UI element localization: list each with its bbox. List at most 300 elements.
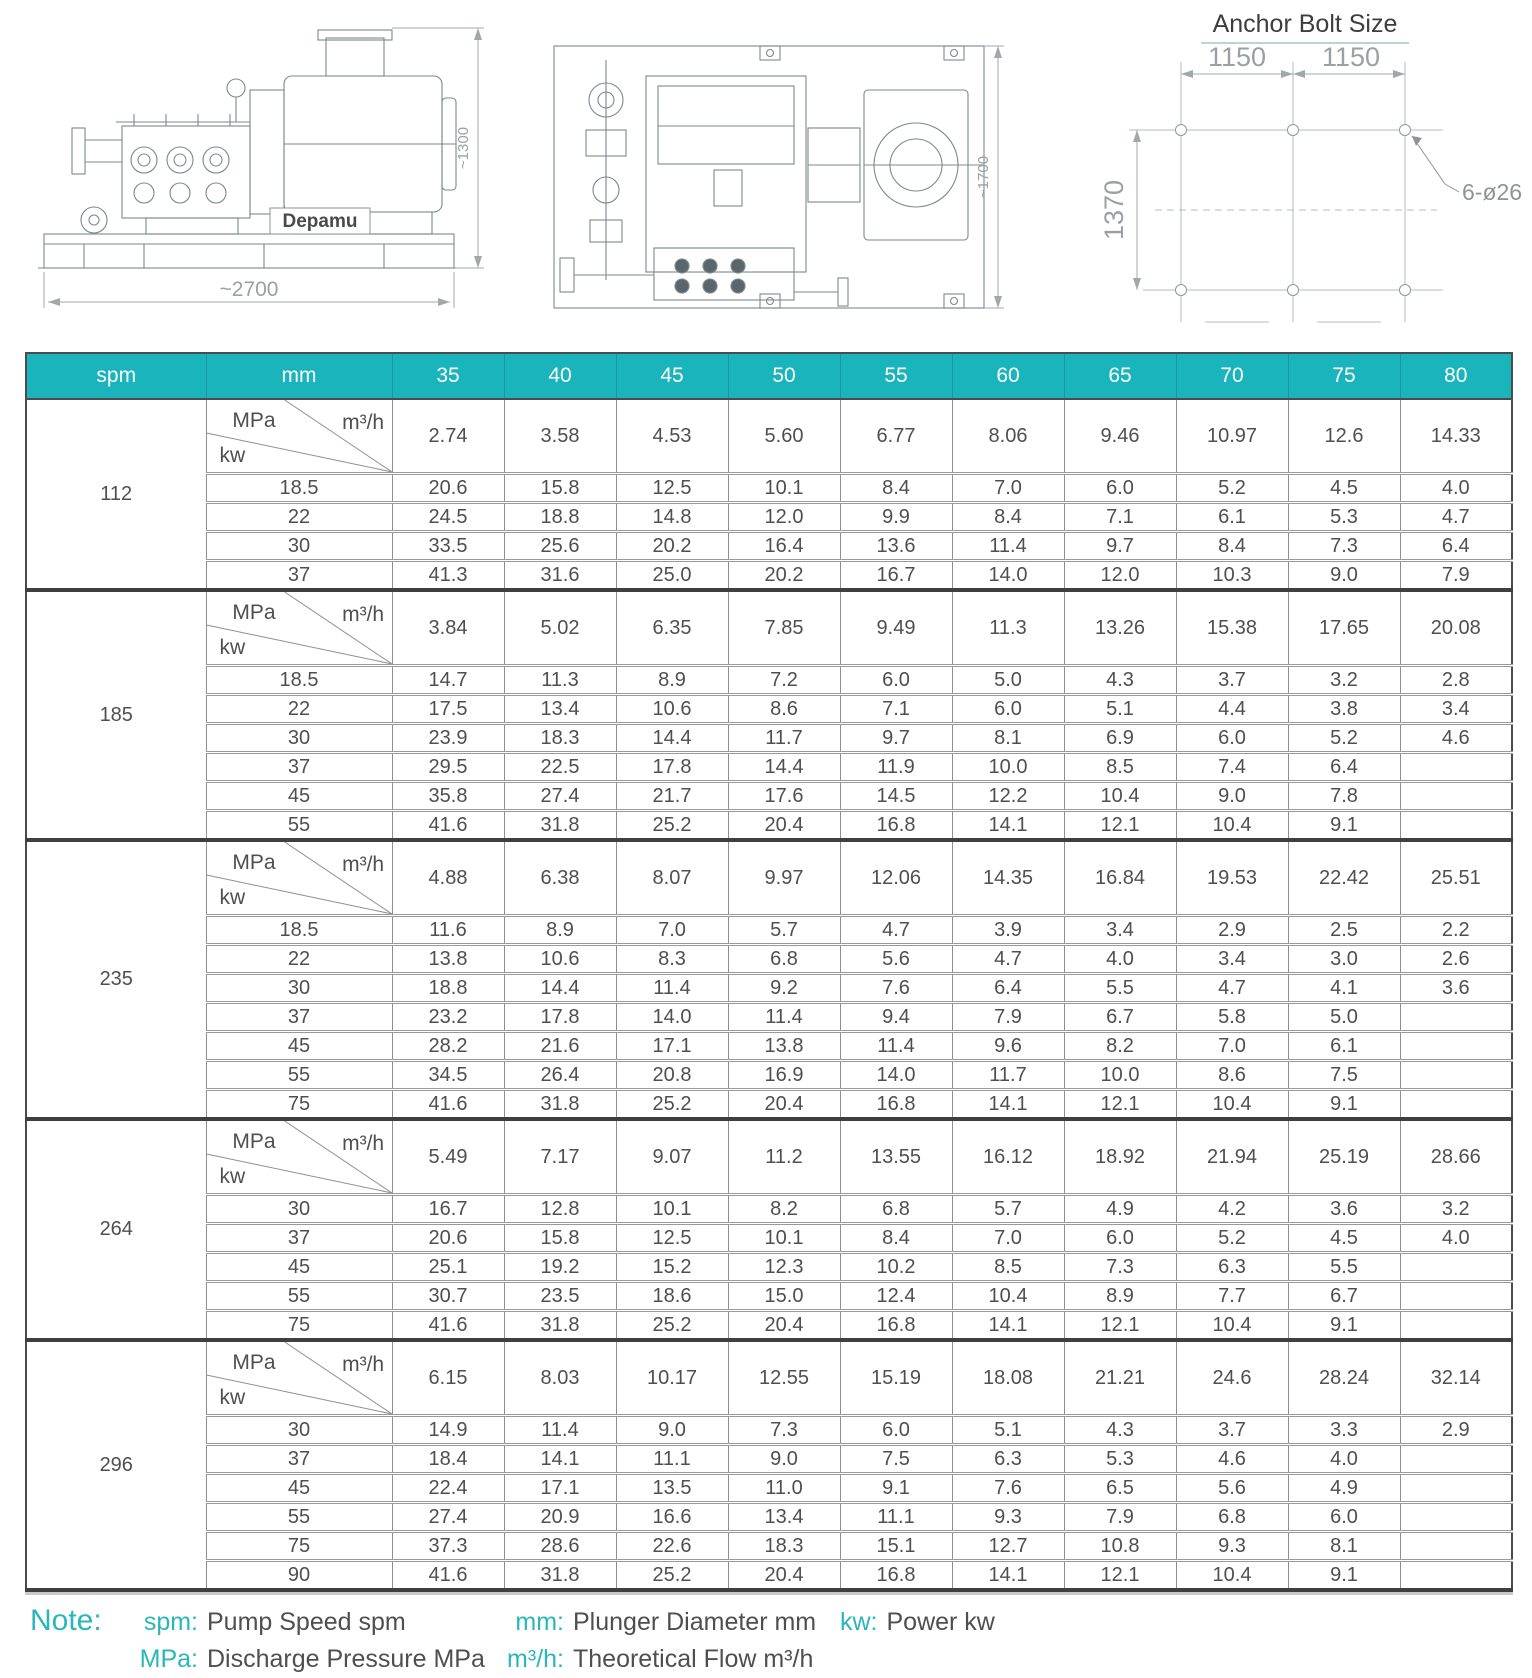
pressure-value-cell: 15.8 [504,1224,616,1253]
flow-value-cell: 6.15 [392,1340,504,1416]
pressure-value-cell: 23.9 [392,724,504,753]
power-kw-cell: 37 [206,1224,392,1253]
pressure-value-cell: 23.2 [392,1003,504,1032]
pressure-value-cell: 7.0 [952,1224,1064,1253]
pressure-value-cell: 14.1 [952,1561,1064,1591]
pump-speed-cell: 235 [26,840,206,1119]
power-row [26,1445,1512,1474]
flow-value-cell: 11.2 [728,1119,840,1195]
pressure-value-cell: 16.8 [840,1561,952,1591]
flow-value-cell: 21.21 [1064,1340,1176,1416]
pressure-value-cell: 10.3 [1176,561,1288,591]
pressure-value-cell: 7.5 [1288,1061,1400,1090]
mpa-axis-label: MPa [232,851,276,875]
pressure-value-cell: 11.4 [616,974,728,1003]
pressure-value-cell: 14.7 [392,666,504,695]
pressure-value-cell: 11.4 [840,1032,952,1061]
pressure-value-cell: 3.4 [1400,695,1512,724]
pressure-value-cell: 18.3 [504,724,616,753]
pressure-value-cell: 10.0 [1064,1061,1176,1090]
pressure-value-cell: 16.7 [840,561,952,591]
flow-value-cell: 22.42 [1288,840,1400,916]
pressure-value-cell: 14.1 [952,811,1064,841]
pressure-value-cell: 7.0 [1176,1032,1288,1061]
pressure-value-cell: 20.4 [728,1561,840,1591]
power-row [26,1003,1512,1032]
pressure-value-cell: 27.4 [392,1503,504,1532]
pressure-value-cell: 31.8 [504,1311,616,1341]
pressure-value-cell: 25.1 [392,1253,504,1282]
power-kw-cell: 30 [206,724,392,753]
pressure-value-cell: 11.4 [504,1416,616,1445]
pressure-value-cell: 20.6 [392,474,504,503]
mpa-axis-label: MPa [232,601,276,625]
pressure-value-cell: 4.4 [1176,695,1288,724]
pressure-value-cell: 14.0 [616,1003,728,1032]
pressure-value-cell: 16.8 [840,1090,952,1120]
pressure-value-cell: 14.8 [616,503,728,532]
pressure-value-cell: 17.1 [616,1032,728,1061]
pressure-value-cell: 4.9 [1288,1474,1400,1503]
pressure-value-cell [1400,782,1512,811]
pressure-value-cell: 7.9 [952,1003,1064,1032]
pressure-value-cell: 9.0 [1176,782,1288,811]
flow-value-cell: 5.60 [728,399,840,474]
pressure-value-cell: 6.9 [1064,724,1176,753]
pressure-value-cell: 14.1 [952,1311,1064,1341]
flow-value-cell: 17.65 [1288,590,1400,666]
kw-axis-label: kw [219,1165,246,1189]
pressure-value-cell: 11.9 [840,753,952,782]
pressure-value-cell: 10.1 [728,474,840,503]
pressure-value-cell: 20.4 [728,1311,840,1341]
pressure-value-cell: 12.3 [728,1253,840,1282]
power-kw-cell: 22 [206,945,392,974]
flow-value-cell: 18.08 [952,1340,1064,1416]
flow-value-cell: 4.53 [616,399,728,474]
power-kw-cell: 18.5 [206,916,392,945]
power-row [26,811,1512,841]
technical-drawings-row [0,0,1532,352]
pressure-value-cell: 17.5 [392,695,504,724]
pressure-value-cell: 5.1 [952,1416,1064,1445]
pressure-value-cell: 5.6 [840,945,952,974]
power-row [26,724,1512,753]
pressure-value-cell: 8.3 [616,945,728,974]
pressure-value-cell: 6.8 [1176,1503,1288,1532]
pressure-value-cell: 25.2 [616,811,728,841]
pressure-value-cell: 12.5 [616,1224,728,1253]
bolt-dim-left-label: 1150 [1207,44,1267,72]
flow-value-cell: 25.51 [1400,840,1512,916]
flow-value-cell: 6.35 [616,590,728,666]
col-header-mm: mm [206,353,392,399]
power-row [26,666,1512,695]
pressure-value-cell: 2.5 [1288,916,1400,945]
pressure-value-cell: 14.4 [616,724,728,753]
pressure-value-cell: 8.5 [1064,753,1176,782]
pressure-value-cell: 9.2 [728,974,840,1003]
pressure-value-cell: 11.7 [728,724,840,753]
pressure-value-cell: 16.4 [728,532,840,561]
pressure-value-cell: 10.4 [1176,1090,1288,1120]
speed-group-185 [26,590,1512,840]
crankcase [646,76,806,272]
pressure-value-cell: 3.6 [1400,974,1512,1003]
flow-value-cell: 4.88 [392,840,504,916]
note-text: Pump Speed spm [207,1608,406,1636]
pressure-value-cell: 5.5 [1064,974,1176,1003]
pressure-value-cell: 10.6 [616,695,728,724]
pump-speed-cell: 296 [26,1340,206,1590]
flow-value-cell: 14.35 [952,840,1064,916]
flow-row [26,840,1512,916]
pressure-value-cell: 12.2 [952,782,1064,811]
pressure-value-cell: 7.9 [1400,561,1512,591]
diagonal-header-cell [206,840,392,916]
pressure-value-cell: 20.4 [728,811,840,841]
pressure-value-cell: 11.1 [840,1503,952,1532]
pressure-value-cell: 11.7 [952,1061,1064,1090]
pressure-value-cell: 31.8 [504,1561,616,1591]
pressure-value-cell: 4.7 [952,945,1064,974]
note-item-kw [840,1604,995,1641]
kw-axis-label: kw [219,1386,246,1410]
flow-value-cell: 15.38 [1176,590,1288,666]
power-row [26,1253,1512,1282]
power-kw-cell: 30 [206,1195,392,1224]
power-row [26,503,1512,532]
power-row [26,916,1512,945]
note-text: Power kw [886,1608,995,1636]
pressure-value-cell: 6.7 [1064,1003,1176,1032]
pressure-value-cell: 5.8 [1176,1003,1288,1032]
flow-value-cell: 7.85 [728,590,840,666]
pressure-value-cell: 4.7 [1400,503,1512,532]
pressure-value-cell: 5.0 [1288,1003,1400,1032]
pressure-value-cell: 25.2 [616,1561,728,1591]
pressure-value-cell: 7.1 [840,695,952,724]
col-header-diameter-60: 60 [952,353,1064,399]
flow-value-cell: 9.49 [840,590,952,666]
pressure-value-cell: 10.1 [616,1195,728,1224]
note-title: Note: [30,1604,102,1637]
pressure-value-cell: 3.0 [1288,945,1400,974]
pressure-value-cell: 27.4 [504,782,616,811]
power-row [26,1090,1512,1120]
pressure-value-cell: 14.4 [504,974,616,1003]
note-label: m³/h: [507,1645,564,1673]
flow-value-cell: 7.17 [504,1119,616,1195]
pressure-value-cell: 20.4 [728,1090,840,1120]
power-row [26,945,1512,974]
pressure-value-cell: 35.8 [392,782,504,811]
note-column-2 [492,1604,840,1678]
diagonal-header-wrap [207,1121,392,1193]
pressure-value-cell: 5.2 [1176,474,1288,503]
pressure-value-cell: 6.3 [952,1445,1064,1474]
depth-dim-label: ~1700 [975,155,992,199]
flow-value-cell: 3.84 [392,590,504,666]
pressure-value-cell: 3.7 [1176,666,1288,695]
pressure-value-cell [1400,811,1512,841]
pressure-value-cell: 3.7 [1176,1416,1288,1445]
note-label: spm: [143,1608,198,1636]
pressure-value-cell: 9.7 [1064,532,1176,561]
diagonal-header-wrap [207,1342,392,1414]
table-header-row [26,353,1512,399]
pressure-value-cell: 6.4 [1400,532,1512,561]
power-row [26,1416,1512,1445]
diagonal-header-cell [206,399,392,474]
pressure-value-cell: 12.8 [504,1195,616,1224]
pressure-value-cell [1400,1090,1512,1120]
pressure-value-cell: 7.5 [840,1445,952,1474]
power-kw-cell: 75 [206,1311,392,1341]
power-kw-cell: 37 [206,1003,392,1032]
pressure-value-cell: 7.3 [1288,532,1400,561]
pressure-value-cell: 28.6 [504,1532,616,1561]
note-text: Theoretical Flow m³/h [573,1645,814,1673]
flow-value-cell: 14.33 [1400,399,1512,474]
diagonal-header-cell [206,1119,392,1195]
col-header-diameter-50: 50 [728,353,840,399]
kw-axis-label: kw [219,636,246,660]
pressure-value-cell: 8.4 [952,503,1064,532]
pressure-value-cell: 4.2 [1176,1195,1288,1224]
pressure-value-cell: 9.6 [952,1032,1064,1061]
power-row [26,1195,1512,1224]
pressure-value-cell: 2.9 [1400,1416,1512,1445]
pressure-value-cell: 5.5 [1288,1253,1400,1282]
pressure-value-cell: 18.4 [392,1445,504,1474]
pressure-value-cell: 20.9 [504,1503,616,1532]
power-kw-cell: 45 [206,1253,392,1282]
pressure-value-cell: 17.8 [504,1003,616,1032]
pressure-value-cell: 5.2 [1288,724,1400,753]
pressure-value-cell: 17.6 [728,782,840,811]
pressure-value-cell: 11.3 [504,666,616,695]
pressure-value-cell: 19.2 [504,1253,616,1282]
pressure-value-cell [1400,1532,1512,1561]
pressure-value-cell: 13.4 [504,695,616,724]
width-dim-label: ~2700 [219,278,279,301]
pressure-value-cell: 11.1 [616,1445,728,1474]
power-row [26,1532,1512,1561]
pressure-value-cell: 41.3 [392,561,504,591]
pressure-value-cell: 4.0 [1400,1224,1512,1253]
power-row [26,974,1512,1003]
power-row [26,695,1512,724]
pressure-value-cell: 33.5 [392,532,504,561]
flow-value-cell: 12.6 [1288,399,1400,474]
pressure-value-cell: 7.9 [1064,1503,1176,1532]
pressure-value-cell: 9.1 [1288,1561,1400,1591]
pressure-value-cell: 9.1 [1288,1311,1400,1341]
pressure-value-cell: 10.4 [952,1282,1064,1311]
power-row [26,1561,1512,1591]
pressure-value-cell: 6.0 [840,1416,952,1445]
pressure-value-cell: 25.2 [616,1311,728,1341]
flow-row [26,1340,1512,1416]
pressure-value-cell: 7.2 [728,666,840,695]
pressure-value-cell: 9.7 [840,724,952,753]
pressure-value-cell: 4.6 [1400,724,1512,753]
pump-speed-cell: 264 [26,1119,206,1340]
pressure-value-cell: 41.6 [392,1561,504,1591]
note-column-1 [136,1604,492,1678]
pressure-value-cell: 14.1 [504,1445,616,1474]
pressure-value-cell: 4.7 [1176,974,1288,1003]
power-kw-cell: 45 [206,1032,392,1061]
pressure-value-cell: 22.4 [392,1474,504,1503]
pressure-value-cell: 3.4 [1064,916,1176,945]
pressure-value-cell: 11.4 [952,532,1064,561]
suction-assembly [586,60,626,280]
height-dim-label: ~1300 [455,126,472,170]
pressure-value-cell: 25.0 [616,561,728,591]
flow-value-cell: 9.46 [1064,399,1176,474]
coupling-housing [250,90,284,214]
pressure-value-cell: 25.6 [504,532,616,561]
flow-value-cell: 24.6 [1176,1340,1288,1416]
bolt-dim-side-label: 1370 [1099,179,1129,241]
pressure-value-cell: 8.6 [728,695,840,724]
pressure-value-cell: 23.5 [504,1282,616,1311]
flow-row [26,590,1512,666]
power-kw-cell: 75 [206,1532,392,1561]
pressure-value-cell: 4.0 [1064,945,1176,974]
pressure-value-cell: 7.0 [952,474,1064,503]
pressure-value-cell [1400,1474,1512,1503]
power-kw-cell: 18.5 [206,666,392,695]
pressure-value-cell: 20.8 [616,1061,728,1090]
flow-value-cell: 12.55 [728,1340,840,1416]
pressure-value-cell: 12.1 [1064,1090,1176,1120]
note-label: mm: [515,1608,564,1636]
pressure-value-cell [1400,1311,1512,1341]
pressure-value-cell: 4.3 [1064,1416,1176,1445]
speed-group-264 [26,1119,1512,1340]
power-kw-cell: 55 [206,1503,392,1532]
pressure-value-cell: 24.5 [392,503,504,532]
pressure-value-cell: 3.9 [952,916,1064,945]
pressure-value-cell: 8.2 [728,1195,840,1224]
pressure-value-cell: 10.6 [504,945,616,974]
pressure-value-cell: 18.3 [728,1532,840,1561]
pump-speed-cell: 185 [26,590,206,840]
flow-value-cell: 2.74 [392,399,504,474]
diagonal-header-wrap [207,592,392,664]
pressure-value-cell: 6.0 [1064,1224,1176,1253]
power-kw-cell: 45 [206,1474,392,1503]
speed-group-235 [26,840,1512,1119]
flow-value-cell: 8.07 [616,840,728,916]
flow-axis-label: m³/h [342,410,385,434]
flow-value-cell: 32.14 [1400,1340,1512,1416]
mpa-axis-label: MPa [232,409,276,433]
gear-coupling [808,128,860,202]
col-header-diameter-65: 65 [1064,353,1176,399]
pressure-value-cell: 7.6 [952,1474,1064,1503]
pressure-value-cell [1400,1445,1512,1474]
pressure-value-cell: 8.6 [1176,1061,1288,1090]
pressure-value-cell: 9.1 [1288,1090,1400,1120]
col-header-diameter-80: 80 [1400,353,1512,399]
pressure-value-cell: 10.1 [728,1224,840,1253]
pressure-value-cell: 4.3 [1064,666,1176,695]
col-header-spm: spm [26,353,206,399]
col-header-diameter-40: 40 [504,353,616,399]
power-row [26,1224,1512,1253]
flow-value-cell: 28.24 [1288,1340,1400,1416]
pressure-value-cell: 31.6 [504,561,616,591]
flow-value-cell: 18.92 [1064,1119,1176,1195]
pressure-value-cell: 7.0 [616,916,728,945]
pressure-value-cell [1400,1253,1512,1282]
motor [284,30,456,234]
power-kw-cell: 37 [206,753,392,782]
flow-value-cell: 15.19 [840,1340,952,1416]
pressure-value-cell: 3.4 [1176,945,1288,974]
pressure-value-cell [1400,753,1512,782]
diagonal-header-cell [206,1340,392,1416]
pressure-value-cell: 6.0 [1288,1503,1400,1532]
power-kw-cell: 55 [206,1282,392,1311]
pressure-value-cell: 12.1 [1064,811,1176,841]
flow-value-cell: 5.49 [392,1119,504,1195]
pressure-value-cell: 4.5 [1288,474,1400,503]
pressure-value-cell: 2.6 [1400,945,1512,974]
speed-group-296 [26,1340,1512,1590]
pressure-value-cell: 5.0 [952,666,1064,695]
pressure-value-cell: 5.2 [1176,1224,1288,1253]
pressure-value-cell: 6.7 [1288,1282,1400,1311]
pressure-value-cell: 10.4 [1176,1311,1288,1341]
flow-value-cell: 28.66 [1400,1119,1512,1195]
pressure-value-cell: 12.5 [616,474,728,503]
pressure-value-cell: 8.4 [840,474,952,503]
brand-label: Depamu [282,211,358,232]
power-row [26,1503,1512,1532]
flow-value-cell: 19.53 [1176,840,1288,916]
note-text: Plunger Diameter mm [573,1608,817,1636]
pressure-value-cell: 4.0 [1400,474,1512,503]
pressure-value-cell: 8.2 [1064,1032,1176,1061]
pressure-value-cell: 7.1 [1064,503,1176,532]
flow-value-cell: 25.19 [1288,1119,1400,1195]
pressure-value-cell: 14.1 [952,1090,1064,1120]
pressure-value-cell: 41.6 [392,811,504,841]
pressure-value-cell: 8.4 [840,1224,952,1253]
power-row [26,1311,1512,1341]
power-kw-cell: 22 [206,503,392,532]
pressure-value-cell: 9.1 [1288,811,1400,841]
pressure-value-cell: 31.8 [504,1090,616,1120]
pressure-value-cell: 18.8 [392,974,504,1003]
pressure-value-cell: 29.5 [392,753,504,782]
pressure-value-cell: 9.0 [1288,561,1400,591]
pump-performance-table [25,352,1513,1592]
power-kw-cell: 55 [206,811,392,841]
flow-value-cell: 12.06 [840,840,952,916]
pressure-value-cell: 15.0 [728,1282,840,1311]
flow-axis-label: m³/h [342,1352,385,1376]
pump-speed-cell: 112 [26,399,206,590]
pressure-value-cell: 12.4 [840,1282,952,1311]
pressure-value-cell [1400,1061,1512,1090]
pressure-value-cell: 16.7 [392,1195,504,1224]
